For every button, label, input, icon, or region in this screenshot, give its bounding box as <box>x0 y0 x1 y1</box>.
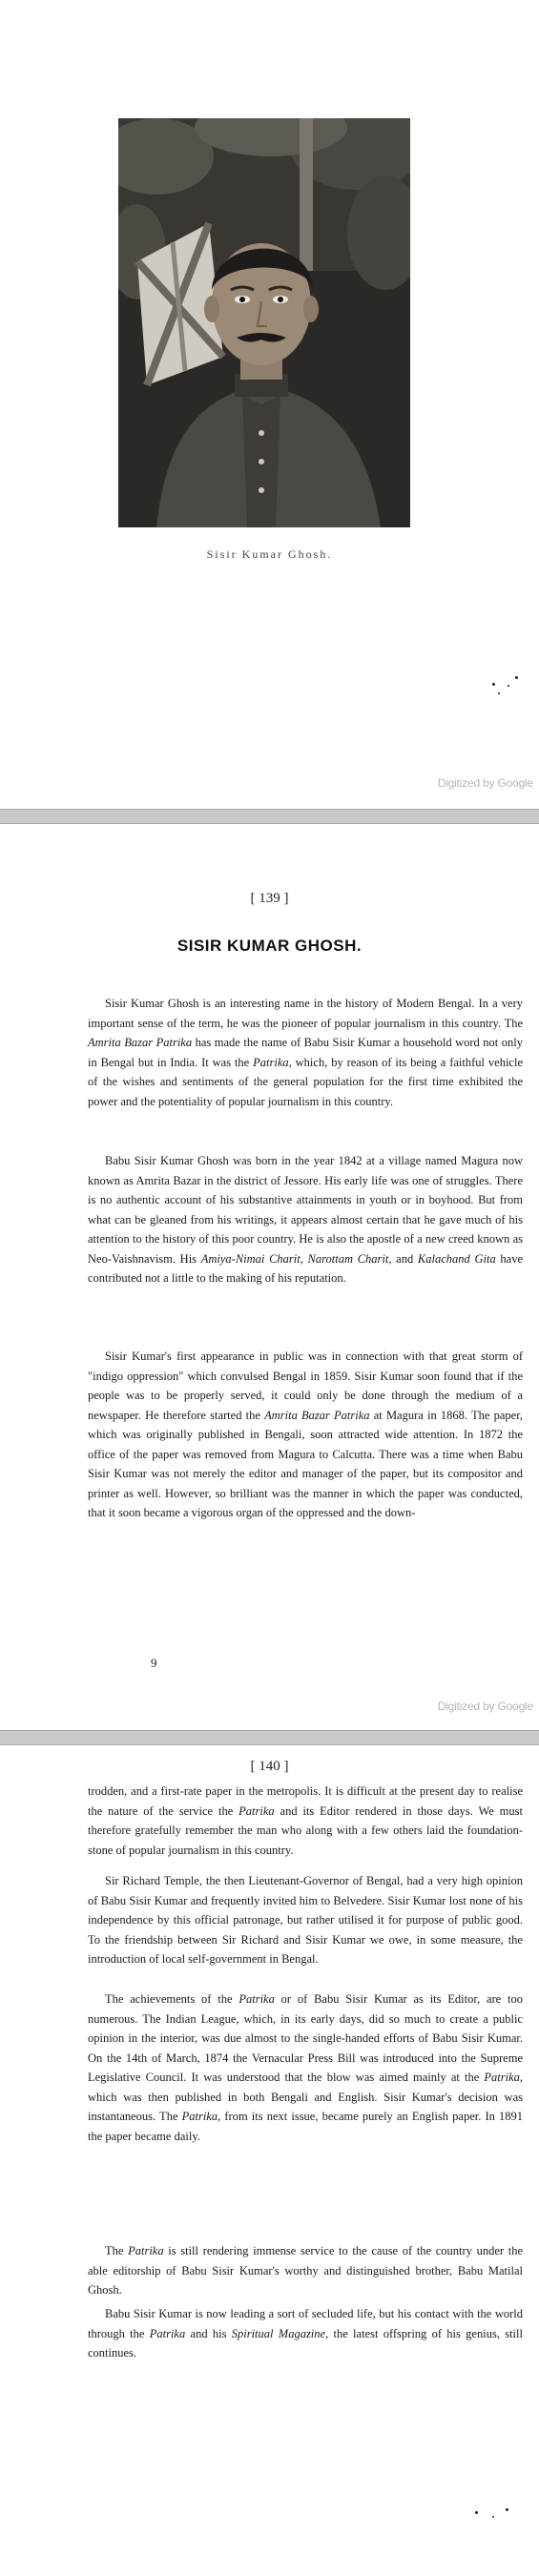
paragraph: Babu Sisir Kumar Ghosh was born in the year 1842 at a village named Magura now known as Amrita Bazar in the district of Jessore. His early life was one of struggles. There is no authentic account of his substantive attainments in youth or in boyhood. But from what can be gleaned from his writings, it appears almost certain that he gave much of his attention to the history of this poor country. He is also the apostle of a new creed known as Neo-Vaishnavism. His Amiya-Nimai Charit, Narottam Charit, and Kalachand Gita have contributed not a little to the making of his reputation. <box>88 1154 523 1285</box>
page-separator <box>0 809 539 824</box>
paragraph: Sisir Kumar's first appearance in public was in connection with that great storm of "indigo oppression" which convulsed Bengal in 1859. Sisir Kumar soon found that if the people was to be properly served, it could only be done through the medium of a newspaper. He therefore started the Amrita Bazar Patrika at Magura in 1868. The paper, which was originally published in Bengali, soon attracted wide attention. In 1872 the office of the paper was removed from Magura to Calcutta. There was a time when Babu Sisir Kumar was not merely the editor and manager of the paper, but its compositor and printer as well. However, so brilliant was the manner in which the paper was conducted, that it soon became a vigorous organ of the oppressed and the down- <box>88 1350 523 1519</box>
ink-speck <box>492 683 495 686</box>
page-number: [ 139 ] <box>250 891 289 906</box>
ink-speck <box>515 676 518 679</box>
paragraph: trodden, and a first-rate paper in the metropolis. It is difficult at the present day to realise the nature of the service the Patrika and its Editor rendered in those days. We must therefore gratefully remember the man who along with a few others laid the foundation-stone of popular journalism in this country. <box>88 1784 523 1857</box>
ink-speck <box>498 692 500 694</box>
ink-speck <box>508 685 509 687</box>
paragraph: The Patrika is still rendering immense service to the cause of the country under the able editorship of Babu Sisir Kumar's worthy and distinguished brother, Babu Matilal Ghosh. <box>88 2244 523 2297</box>
page-separator <box>0 1730 539 1745</box>
portrait-caption: Sisir Kumar Ghosh. <box>206 547 333 561</box>
page-1 <box>0 0 539 809</box>
paragraph: The achievements of the Patrika or of Babu Sisir Kumar as its Editor, are too numerous. The Indian League, which, in its early days, did so much to create a public opinion in the interior, was due almost to the single-handed efforts of Babu Sisir Kumar. On the 14th of March, 1874 the Vernacular Press Bill was introduced into the Supreme Legislative Council. It was understood that the blow was aimed mainly at the Patrika, which was then published in both Bengali and English. Sisir Kumar's decision was instantaneous. The Patrika, from its next issue, became purely an English paper. In 1891 the paper became daily. <box>88 1992 523 2143</box>
page-number: [ 140 ] <box>250 1759 289 1774</box>
page-3 <box>0 1745 539 2576</box>
page-2 <box>0 824 539 1730</box>
ink-speck <box>475 2511 478 2514</box>
digitized-watermark: Digitized by Google <box>437 776 533 790</box>
chapter-title: SISIR KUMAR GHOSH. <box>176 937 363 955</box>
signature-mark: 9 <box>151 1656 157 1670</box>
portrait-illustration <box>118 118 410 527</box>
digitized-watermark: Digitized by Google <box>437 1700 533 1713</box>
ink-speck <box>506 2508 508 2511</box>
paragraph: Sisir Kumar Ghosh is an interesting name in the history of Modern Bengal. In a very important sense of the term, he was the pioneer of popular journalism in this country. The Amrita Bazar Patrika has made the name of Babu Sisir Kumar a household word not only in Bengal but in India. It was the Patrika, which, by reason of its being a faithful vehicle of the wishes and sentiments of the general population for the first time exhibited the power and the potentiality of popular journalism in this country. <box>88 997 523 1108</box>
paragraph: Babu Sisir Kumar is now leading a sort of secluded life, but his contact with the world through the Patrika and his Spiritual Magazine, the latest offspring of his genius, still continues. <box>88 2307 523 2360</box>
portrait-photo <box>118 118 410 527</box>
paragraph: Sir Richard Temple, the then Lieutenant-Governor of Bengal, had a very high opinion of Babu Sisir Kumar and frequently invited him to Belvedere. Sisir Kumar lost none of his independence by this official patronage, but rather utilised it for purpose of public good. To the friendship between Sir Richard and Sisir Kumar we owe, in some measure, the introduction of local self-government in Bengal. <box>88 1874 523 1966</box>
ink-speck <box>492 2516 494 2518</box>
